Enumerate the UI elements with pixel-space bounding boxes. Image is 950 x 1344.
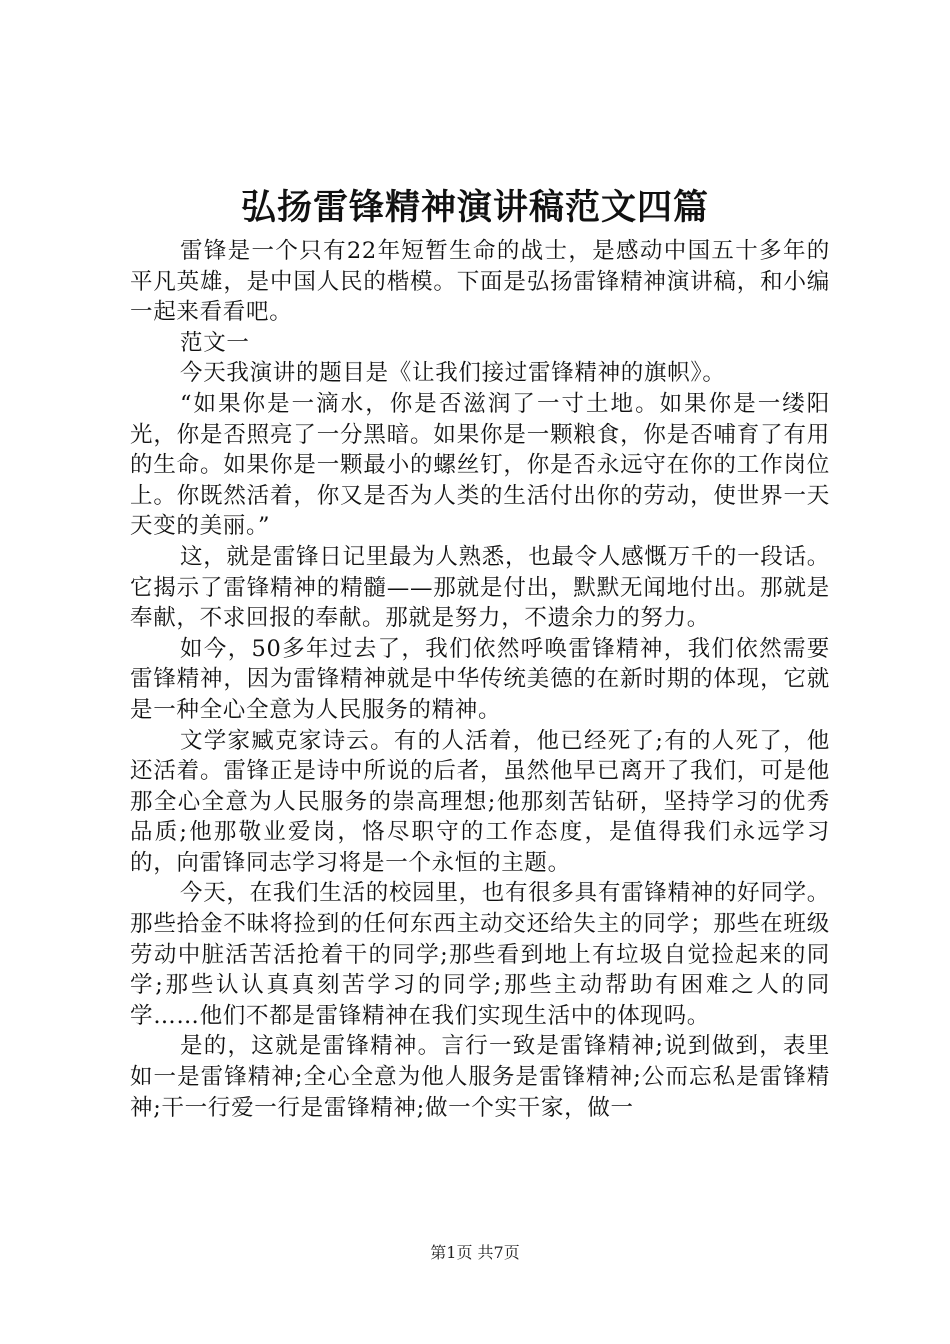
paragraph-essence: 这，就是雷锋日记里最为人熟悉，也最令人感慨万千的一段话。它揭示了雷锋精神的精髓——那就是付出，默默无闻地付出。那就是奉献，不求回报的奉献。那就是努力，不遗余力的努力。	[130, 543, 830, 632]
paragraph-today: 如今，50多年过去了，我们依然呼唤雷锋精神，我们依然需要雷锋精神，因为雷锋精神就是中华传统美德的在新时期的体现，它就是一种全心全意为人民服务的精神。	[130, 635, 830, 723]
document-body	[130, 236, 830, 1123]
paragraph-section-heading: 范文一	[180, 329, 250, 356]
document-title: 弘扬雷锋精神演讲稿范文四篇	[240, 187, 709, 228]
paragraph-speech-topic: 今天我演讲的题目是《让我们接过雷锋精神的旗帜》。	[180, 360, 726, 387]
page-footer: 第1页 共7页	[430, 1243, 520, 1262]
paragraph-intro: 雷锋是一个只有22年短暂生命的战士，是感动中国五十多年的平凡英雄，是中国人民的楷模。下面是弘扬雷锋精神演讲稿，和小编一起来看看吧。	[130, 238, 830, 326]
paragraph-diary-quote: “如果你是一滴水，你是否滋润了一寸土地。如果你是一缕阳光，你是否照亮了一分黑暗。如果你是一颗粮食，你是否哺育了有用的生命。如果你是一颗最小的螺丝钉，你是否永远守在你的工作岗位上。你既然活着，你又是否为人类的生活付出你的劳动，使世界一天天变的美丽。”	[130, 390, 830, 540]
paragraph-poem: 文学家臧克家诗云。有的人活着，他已经死了;有的人死了，他还活着。雷锋正是诗中所说的后者，虽然他早已离开了我们，可是他那全心全意为人民服务的崇高理想;他那刻苦钻研，坚持学习的优秀品质;他那敬业爱岗，恪尽职守的工作态度，是值得我们永远学习的，向雷锋同志学习将是一个永恒的主题。	[130, 727, 830, 876]
paragraph-conclusion: 是的，这就是雷锋精神。言行一致是雷锋精神;说到做到，表里如一是雷锋精神;全心全意为他人服务是雷锋精神;公而忘私是雷锋精神;干一行爱一行是雷锋精神;做一个实干家，做一	[130, 1033, 830, 1121]
paragraph-campus: 今天，在我们生活的校园里，也有很多具有雷锋精神的好同学。那些拾金不昧将捡到的任何东西主动交还给失主的同学；那些在班级劳动中脏活苦活抢着干的同学;那些看到地上有垃圾自觉捡起来的同学;那些认认真真刻苦学习的同学;那些主动帮助有困难之人的同学……他们不都是雷锋精神在我们实现生活中的体现吗。	[130, 880, 830, 1029]
